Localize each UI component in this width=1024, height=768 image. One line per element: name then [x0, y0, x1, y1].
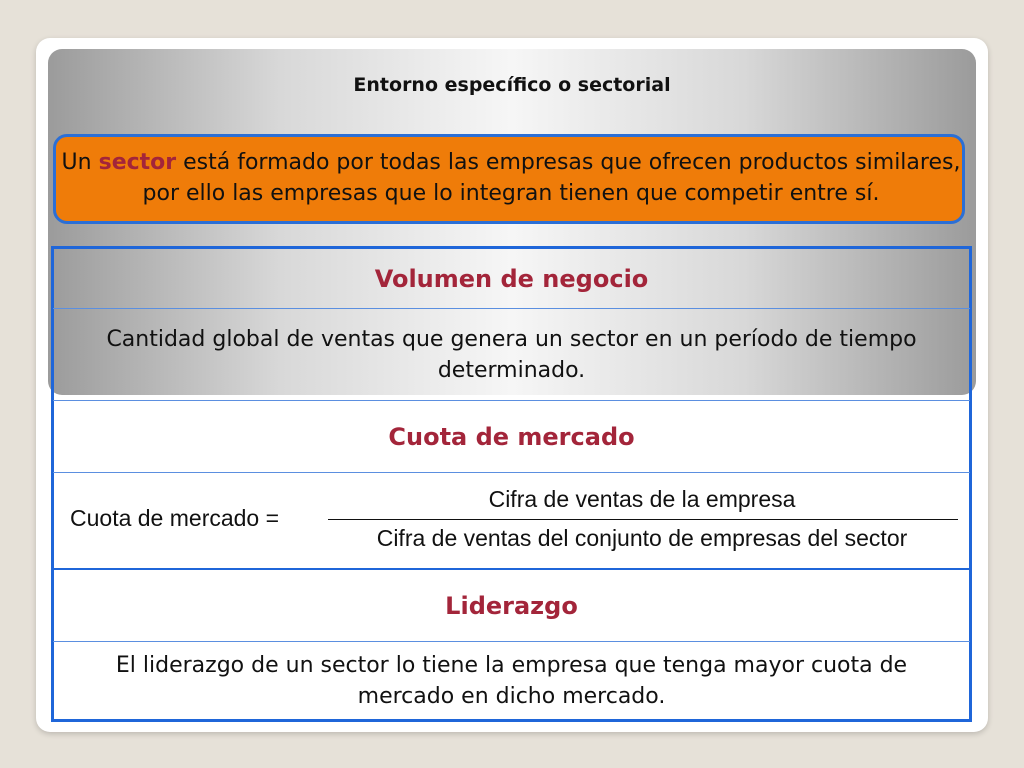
- section-body-liderazgo: [53, 642, 970, 719]
- fraction-bar: [328, 519, 958, 520]
- formula-lhs: Cuota de mercado =: [70, 505, 280, 531]
- section-body-volumen: [53, 309, 970, 400]
- definition-prefix: Un: [61, 150, 99, 175]
- slide-title: Entorno específico o sectorial: [353, 74, 671, 96]
- formula-numerator: Cifra de ventas de la empresa: [488, 486, 796, 512]
- section-body-text: Cantidad global de ventas que genera un sector en un período de tiempo determinado.: [106, 326, 917, 383]
- row-divider: [53, 472, 970, 473]
- section-heading-volumen: [53, 249, 970, 308]
- section-body-text: El liderazgo de un sector lo tiene la empresa que tenga mayor cuota de mercado en dicho mercado.: [115, 652, 908, 709]
- section-heading-text: Cuota de mercado: [388, 422, 635, 451]
- definition-highlight: sector: [98, 150, 177, 175]
- section-heading-cuota: [53, 401, 970, 472]
- section-heading-text: Volumen de negocio: [374, 264, 649, 293]
- section-heading-liderazgo: [53, 570, 970, 641]
- section-heading-text: Liderazgo: [445, 591, 578, 620]
- formula-denominator: Cifra de ventas del conjunto de empresas del sector: [376, 525, 908, 551]
- definition-suffix: está formado por todas las empresas que ofrecen productos similares, por ello las empresas que lo integran tienen que competir entre sí.: [142, 150, 961, 206]
- definition-text: [58, 147, 964, 209]
